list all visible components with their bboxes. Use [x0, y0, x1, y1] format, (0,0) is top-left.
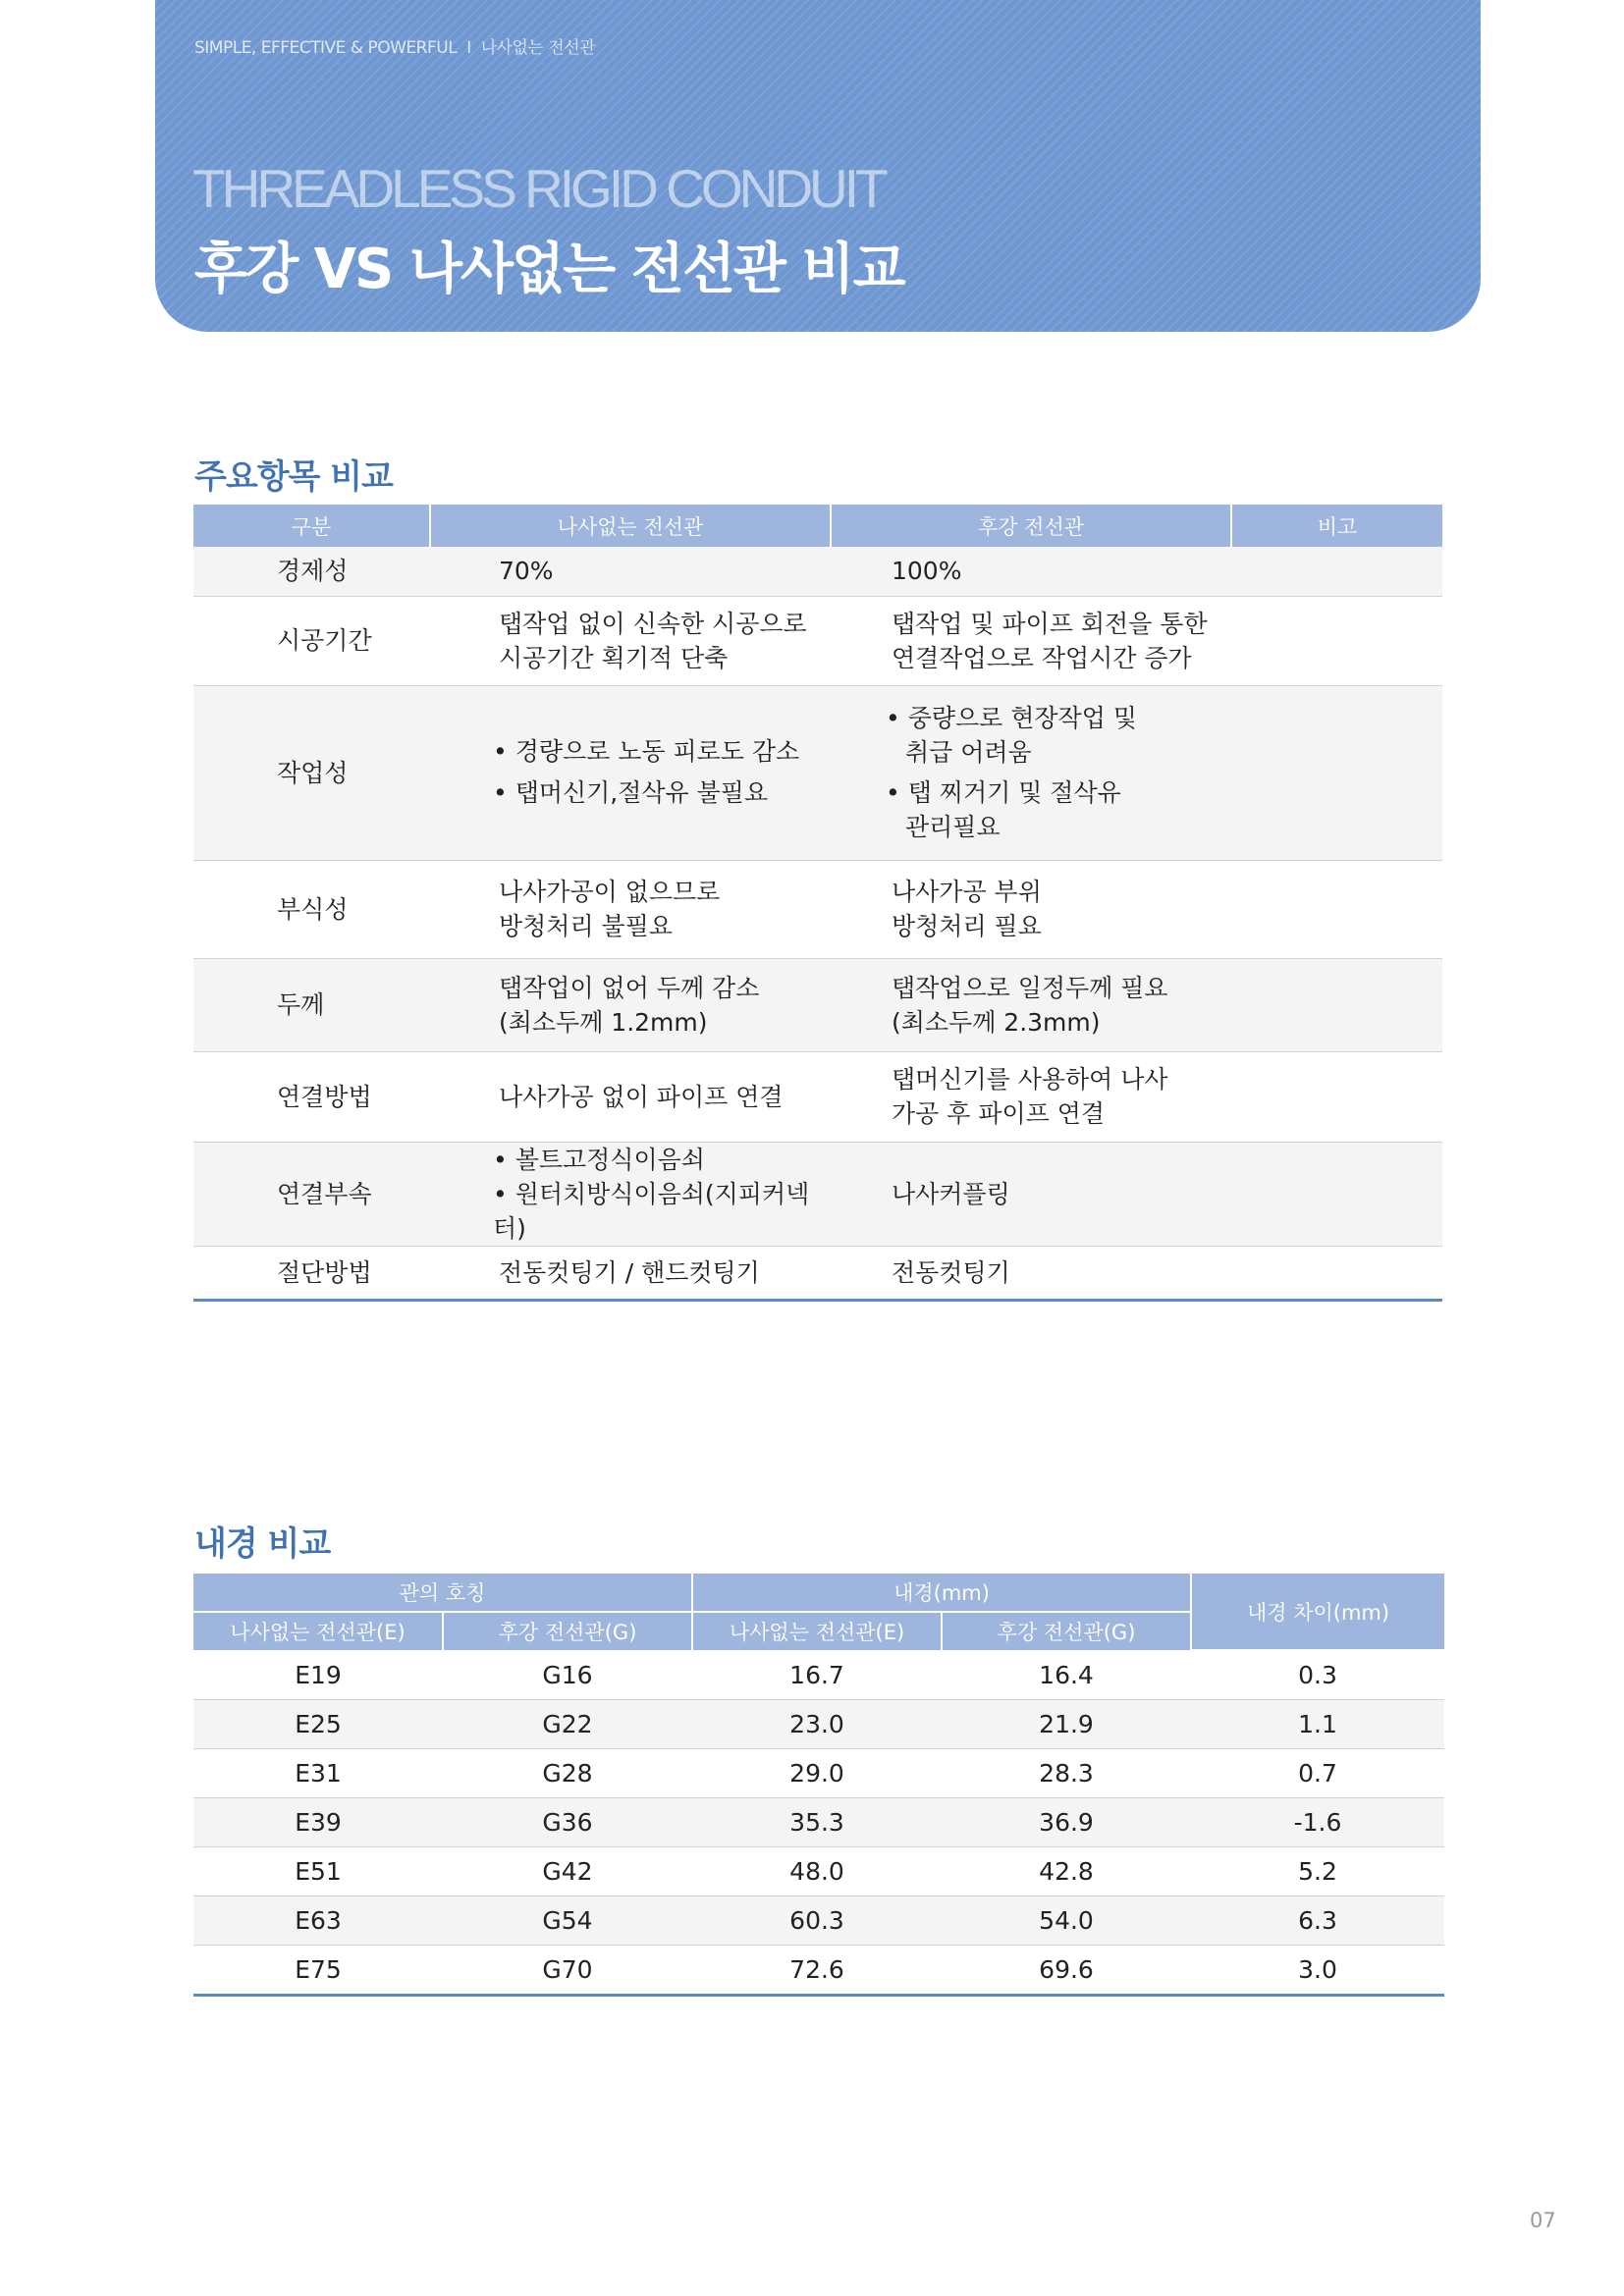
- bore-table: [193, 1574, 1444, 1997]
- header-designation: 관의 호칭: [193, 1574, 692, 1612]
- comparison-header-row: [193, 505, 1442, 547]
- running-title-left: SIMPLE, EFFECTIVE & POWERFUL: [194, 38, 458, 58]
- row-label: 시공기간: [193, 596, 430, 685]
- threadless-cell: • 경량으로 노동 피로도 감소 • 탭머신기,절삭유 불필요: [430, 685, 831, 860]
- remarks-cell: [1231, 596, 1442, 685]
- cell-g-diameter: 36.9: [942, 1798, 1191, 1847]
- comparison-table: [193, 505, 1442, 1302]
- table-row: [193, 596, 1442, 685]
- table-row: [193, 1700, 1444, 1749]
- cell-g-diameter: 21.9: [942, 1700, 1191, 1749]
- table-row: [193, 1946, 1444, 1996]
- row-label: 두께: [193, 958, 430, 1051]
- header-rigid-g: 후강 전선관(G): [443, 1612, 692, 1650]
- cell-difference: 0.3: [1191, 1650, 1444, 1700]
- cell-difference: -1.6: [1191, 1798, 1444, 1847]
- header-category: 구분: [193, 505, 430, 547]
- remarks-cell: [1231, 1051, 1442, 1142]
- cell-g-diameter: 69.6: [942, 1946, 1191, 1996]
- title-english: THREADLESS RIGID CONDUIT: [192, 158, 885, 219]
- remarks-cell: [1231, 1142, 1442, 1246]
- cell-difference: 3.0: [1191, 1946, 1444, 1996]
- table-row: [193, 1896, 1444, 1946]
- rigid-cell: 100%: [831, 547, 1231, 596]
- table-row: [193, 860, 1442, 958]
- header-rigid: 후강 전선관: [831, 505, 1231, 547]
- table-row: [193, 547, 1442, 596]
- cell-e: E19: [193, 1650, 443, 1700]
- header-threadless: 나사없는 전선관: [430, 505, 831, 547]
- row-label: 연결부속: [193, 1142, 430, 1246]
- cell-g: G36: [443, 1798, 692, 1847]
- cell-e: E25: [193, 1700, 443, 1749]
- running-title-right: 나사없는 전선관: [480, 38, 596, 58]
- header-remarks: 비고: [1231, 505, 1442, 547]
- rigid-cell: 나사가공 부위 방청처리 필요: [831, 860, 1231, 958]
- table-row: [193, 685, 1442, 860]
- header-threadless-e-diameter: 나사없는 전선관(E): [692, 1612, 942, 1650]
- row-label: 부식성: [193, 860, 430, 958]
- cell-difference: 0.7: [1191, 1749, 1444, 1798]
- page-number: 07: [1530, 2209, 1556, 2232]
- running-title-separator: I: [466, 38, 471, 58]
- cell-g: G42: [443, 1847, 692, 1896]
- header-difference: 내경 차이(mm): [1191, 1574, 1444, 1650]
- table-row: [193, 1847, 1444, 1896]
- cell-g-diameter: 54.0: [942, 1896, 1191, 1946]
- rigid-cell: 탭작업으로 일정두께 필요 (최소두께 2.3mm): [831, 958, 1231, 1051]
- cell-e: E39: [193, 1798, 443, 1847]
- row-label: 작업성: [193, 685, 430, 860]
- threadless-cell: 나사가공이 없으므로 방청처리 불필요: [430, 860, 831, 958]
- running-title: [194, 33, 595, 58]
- threadless-cell: 탭작업이 없어 두께 감소 (최소두께 1.2mm): [430, 958, 831, 1051]
- threadless-cell: 나사가공 없이 파이프 연결: [430, 1051, 831, 1142]
- cell-g-diameter: 28.3: [942, 1749, 1191, 1798]
- header-inner-diameter: 내경(mm): [692, 1574, 1191, 1612]
- row-label: 경제성: [193, 547, 430, 596]
- header-threadless-e: 나사없는 전선관(E): [193, 1612, 443, 1650]
- header-rigid-g-diameter: 후강 전선관(G): [942, 1612, 1191, 1650]
- rigid-cell: 탭작업 및 파이프 회전을 통한 연결작업으로 작업시간 증가: [831, 596, 1231, 685]
- threadless-cell: • 볼트고정식이음쇠 • 원터치방식이음쇠(지피커넥터): [430, 1142, 831, 1246]
- cell-g: G22: [443, 1700, 692, 1749]
- header-banner: [155, 0, 1481, 332]
- cell-g-diameter: 16.4: [942, 1650, 1191, 1700]
- cell-g: G70: [443, 1946, 692, 1996]
- rigid-cell: 나사커플링: [831, 1142, 1231, 1246]
- title-korean: 후강 VS 나사없는 전선관 비교: [194, 238, 904, 301]
- cell-difference: 1.1: [1191, 1700, 1444, 1749]
- threadless-cell: 전동컷팅기 / 핸드컷팅기: [430, 1246, 831, 1300]
- cell-g: G54: [443, 1896, 692, 1946]
- remarks-cell: [1231, 685, 1442, 860]
- cell-e-diameter: 16.7: [692, 1650, 942, 1700]
- threadless-cell: 70%: [430, 547, 831, 596]
- bore-section-title: 내경 비교: [194, 1524, 331, 1564]
- cell-g: G16: [443, 1650, 692, 1700]
- remarks-cell: [1231, 958, 1442, 1051]
- threadless-cell: 탭작업 없이 신속한 시공으로 시공기간 획기적 단축: [430, 596, 831, 685]
- table-row: [193, 1051, 1442, 1142]
- row-label: 연결방법: [193, 1051, 430, 1142]
- table-row: [193, 1650, 1444, 1700]
- row-label: 절단방법: [193, 1246, 430, 1300]
- cell-difference: 6.3: [1191, 1896, 1444, 1946]
- table-row: [193, 958, 1442, 1051]
- comparison-section-title: 주요항목 비교: [194, 457, 393, 497]
- remarks-cell: [1231, 547, 1442, 596]
- table-row: [193, 1749, 1444, 1798]
- rigid-cell: 전동컷팅기: [831, 1246, 1231, 1300]
- rigid-cell: • 중량으로 현장작업 및 취급 어려움 • 탭 찌거기 및 절삭유 관리필요: [831, 685, 1231, 860]
- cell-difference: 5.2: [1191, 1847, 1444, 1896]
- cell-g-diameter: 42.8: [942, 1847, 1191, 1896]
- cell-e-diameter: 48.0: [692, 1847, 942, 1896]
- cell-e-diameter: 23.0: [692, 1700, 942, 1749]
- cell-e: E75: [193, 1946, 443, 1996]
- remarks-cell: [1231, 1246, 1442, 1300]
- table-row: [193, 1798, 1444, 1847]
- cell-e-diameter: 60.3: [692, 1896, 942, 1946]
- bore-group-header-row: [193, 1574, 1444, 1612]
- rigid-cell: 탭머신기를 사용하여 나사 가공 후 파이프 연결: [831, 1051, 1231, 1142]
- cell-g: G28: [443, 1749, 692, 1798]
- table-row: [193, 1142, 1442, 1246]
- cell-e: E63: [193, 1896, 443, 1946]
- cell-e-diameter: 35.3: [692, 1798, 942, 1847]
- cell-e-diameter: 72.6: [692, 1946, 942, 1996]
- cell-e: E51: [193, 1847, 443, 1896]
- cell-e-diameter: 29.0: [692, 1749, 942, 1798]
- table-row: [193, 1246, 1442, 1300]
- cell-e: E31: [193, 1749, 443, 1798]
- remarks-cell: [1231, 860, 1442, 958]
